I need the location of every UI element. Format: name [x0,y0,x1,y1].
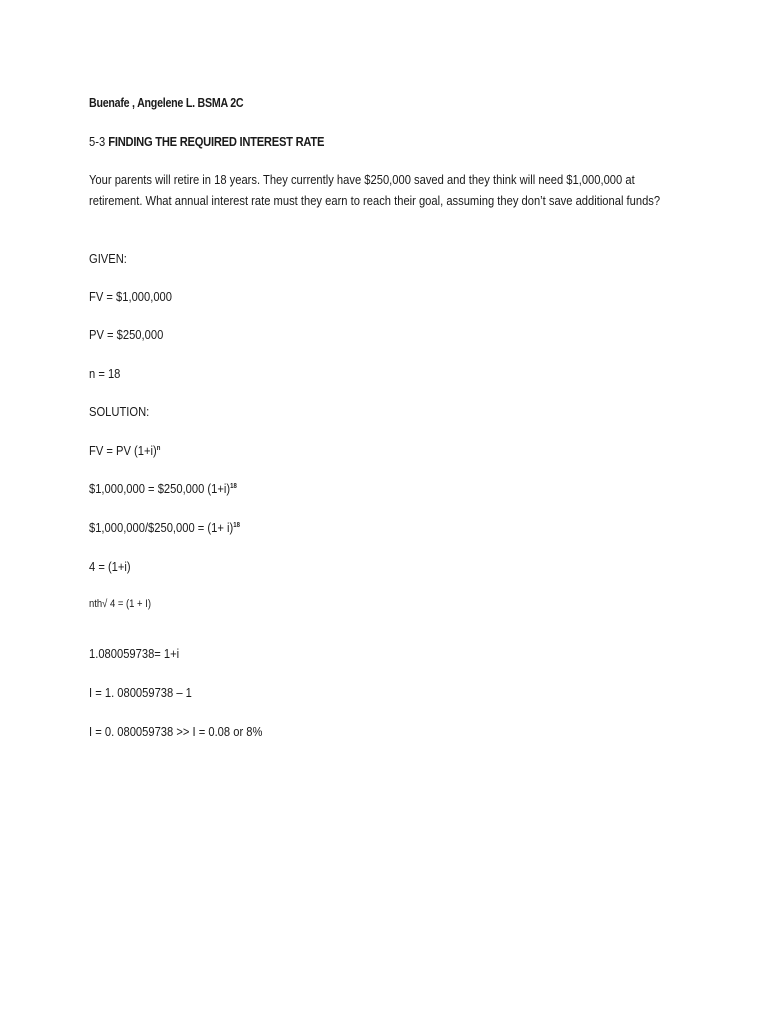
step-3-exponent: 18 [233,522,240,529]
solution-step-6: 1.080059738= 1+i [89,646,180,661]
author-line: Buenafe , Angelene L. BSMA 2C [89,95,244,110]
problem-number: 5-3 [89,134,109,149]
step-3-base: $1,000,000/$250,000 = (1+ i) [89,520,234,535]
document-page [89,0,689,1024]
solution-step-5: nth√ 4 = (1 + I) [89,598,151,610]
step-1-exponent: n [156,445,161,452]
problem-title: FINDING THE REQUIRED INTEREST RATE [108,134,325,149]
problem-heading [89,134,324,149]
solution-step-2 [89,481,237,496]
given-label: GIVEN: [89,251,127,266]
solution-step-7: I = 1. 080059738 – 1 [89,685,192,700]
solution-step-3 [89,520,240,535]
step-2-exponent: 18 [230,483,237,490]
solution-step-8: I = 0. 080059738 >> I = 0.08 or 8% [89,724,263,739]
given-pv: PV = $250,000 [89,327,164,342]
step-2-base: $1,000,000 = $250,000 (1+i) [89,481,231,496]
given-fv: FV = $1,000,000 [89,289,172,304]
solution-step-1 [89,443,160,458]
solution-label: SOLUTION: [89,404,150,419]
step-1-base: FV = PV (1+i) [89,443,157,458]
given-n: n = 18 [89,366,121,381]
solution-step-4: 4 = (1+i) [89,559,131,574]
problem-statement: Your parents will retire in 18 years. They currently have $250,000 saved and they think will need $1,000,000 at retirement. What annual interest rate must they earn to reach their goal, assuming they don’t save additional funds? [89,172,661,208]
